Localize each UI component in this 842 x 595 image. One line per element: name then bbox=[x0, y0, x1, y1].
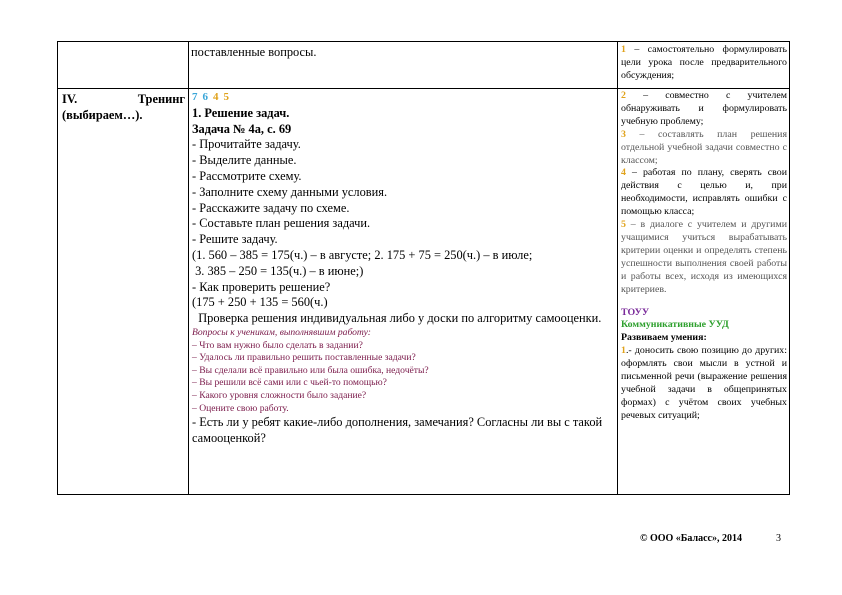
row1-right-text: – самостоятельно формулировать цели урока после предварительного обсуждения; bbox=[621, 44, 787, 81]
question-item: – Вы сделали всё правильно или была ошибка, недочёты? bbox=[192, 364, 429, 376]
step-line: - Выделите данные. bbox=[192, 153, 297, 168]
skills-cell bbox=[621, 90, 787, 423]
stage-number: IV. bbox=[62, 92, 78, 106]
skill-num: 4 bbox=[621, 167, 626, 179]
question-item: – Что вам нужно было сделать в задании? bbox=[192, 339, 363, 351]
solution-line: (1. 560 – 385 = 175(ч.) – в августе; 2. 175 + 75 = 250(ч.) – в июле; bbox=[192, 247, 533, 262]
final-question: - Есть ли у ребят какие-либо дополнения, замечания? Согласны ли вы с такой самооценкой? bbox=[192, 415, 603, 445]
copyright-footer: © ООО «Баласс», 2014 bbox=[640, 533, 742, 544]
row1-middle bbox=[191, 45, 611, 61]
num-6: 6 bbox=[202, 91, 208, 103]
row1-right bbox=[621, 44, 787, 83]
skill-text: – совместно с учителем обнаруживать и формулировать учебную проблему; bbox=[621, 90, 787, 127]
step-line: - Составьте план решения задачи. bbox=[192, 216, 371, 231]
row-divider bbox=[58, 88, 789, 89]
communicative-heading: Коммуникативные УУД bbox=[621, 319, 729, 331]
step-line: - Решите задачу. bbox=[192, 232, 278, 247]
questions-title: Вопросы к ученикам, выполнявшим работу: bbox=[192, 326, 371, 338]
task-reference: Задача № 4а, с. 69 bbox=[192, 121, 292, 136]
komm-text: .- доносить свою позицию до других: оформлять свои мысли в устной и письменной речи (выражение решения учебной задачи в общепринятых формах) с учётом своих учебных речевых ситуаций; bbox=[621, 345, 787, 421]
row1-right-num: 1 bbox=[621, 44, 626, 55]
skill-num: 5 bbox=[621, 219, 626, 231]
stage-subtitle: (выбираем…). bbox=[62, 107, 143, 122]
skill-num: 3 bbox=[621, 128, 626, 140]
skill-num: 2 bbox=[621, 90, 626, 101]
question-item: – Вы решили всё сами или с чьей-то помощью? bbox=[192, 377, 387, 389]
skill-text: – работая по плану, сверять свои действия с целью и, при необходимости, исправлять ошибки с помощью класса; bbox=[621, 167, 787, 218]
num-5: 5 bbox=[223, 91, 229, 103]
step-line: - Рассмотрите схему. bbox=[192, 168, 302, 183]
activity-cell bbox=[192, 90, 614, 447]
page-number: 3 bbox=[776, 533, 781, 544]
step-line: - Прочитайте задачу. bbox=[192, 137, 301, 152]
solution-line: 3. 385 – 250 = 135(ч.) – в июне;) bbox=[192, 263, 364, 278]
touu-heading: ТОУУ bbox=[621, 306, 650, 318]
develop-skills-label: Развиваем умения: bbox=[621, 332, 707, 344]
row1-middle-text: поставленные вопросы. bbox=[191, 45, 317, 59]
stage-cell bbox=[62, 92, 185, 124]
col-divider-2 bbox=[617, 42, 618, 494]
stage-title: Тренинг bbox=[137, 92, 185, 106]
question-item: – Удалось ли правильно решить поставленные задачи? bbox=[192, 352, 416, 364]
komm-num: 1 bbox=[621, 345, 626, 357]
skill-text: – составлять план решения отдельной учебной задачи совместно с классом; bbox=[621, 128, 787, 166]
self-assessment-line: Проверка решения индивидуальная либо у доски по алгоритму самооценки. bbox=[192, 311, 602, 326]
question-item: – Оцените свою работу. bbox=[192, 402, 289, 414]
section-heading: 1. Решение задач. bbox=[192, 105, 290, 120]
skill-text: – в диалоге с учителем и другими учащимися учиться вырабатывать критерии оценки и определять степень успешности выполнения своей работы и работы всех, исходя из имеющихся критериев. bbox=[621, 219, 787, 295]
question-item: – Какого уровня сложности было задание? bbox=[192, 389, 367, 401]
step-line: - Заполните схему данными условия. bbox=[192, 184, 388, 199]
lesson-table bbox=[57, 41, 790, 495]
check-line: (175 + 250 + 135 = 560(ч.) bbox=[192, 295, 328, 310]
step-line: - Как проверить решение? bbox=[192, 279, 331, 294]
num-4: 4 bbox=[213, 91, 219, 103]
num-7: 7 bbox=[192, 91, 198, 103]
col-divider-1 bbox=[188, 42, 189, 494]
step-line: - Расскажите задачу по схеме. bbox=[192, 200, 350, 215]
ability-numbers bbox=[192, 90, 614, 106]
